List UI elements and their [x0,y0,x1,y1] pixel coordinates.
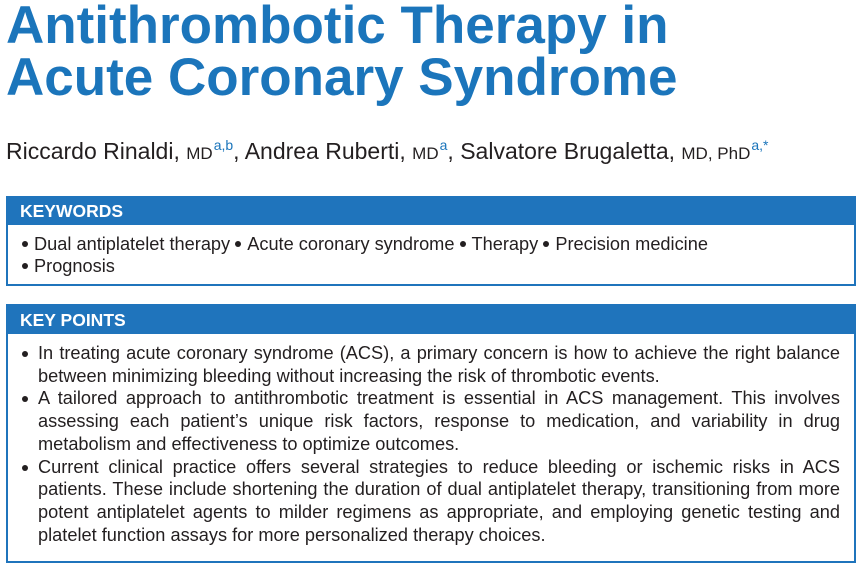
key-points-box [6,304,856,563]
key-point-text: Current clinical practice offers several strategies to reduce bleeding or ischemic risks in ACS patients. These include shortening the duration of dual antiplatelet therapy, transitioning from more potent antiplatelet agents to milder regimens as appropriate, and employing genetic testing and platelet function assays for more personalized therapy choices. [38,456,840,545]
keyword-item [543,234,708,254]
author-degree: MD [186,144,213,163]
bullet-icon [22,263,28,269]
author-affiliation: a,b [213,137,234,153]
key-points-heading: KEY POINTS [8,306,854,334]
article-title-line-1: Antithrombotic Therapy in [6,0,669,55]
bullet-icon [543,241,549,247]
key-point-text: In treating acute coronary syndrome (ACS), a primary concern is how to achieve the right balance between minimizing bleeding without increasing the risk of thrombotic events. [38,343,840,386]
author-degree: MD, PhD [681,144,751,163]
author-list [6,136,768,169]
bullet-icon [22,396,28,402]
keyword-text: Precision medicine [555,234,708,254]
bullet-icon [22,351,28,357]
keyword-text: Dual antiplatelet therapy [34,234,231,254]
author-name: Riccardo Rinaldi, [6,138,180,164]
author [460,138,768,164]
author-separator: , [233,138,240,164]
keyword-item [460,234,539,254]
bullet-icon [22,465,28,471]
key-point-item [22,342,840,387]
bullet-icon [22,241,28,247]
keyword-item [22,256,115,276]
bullet-icon [460,241,466,247]
author-degree: MD [412,144,439,163]
author [245,138,454,164]
keyword-text: Acute coronary syndrome [247,234,455,254]
key-point-item [22,456,840,547]
keyword-text: Prognosis [34,256,115,276]
key-points-list [8,334,854,546]
keyword-text: Therapy [471,234,539,254]
author [6,138,240,164]
keywords-heading: KEYWORDS [8,198,854,225]
keyword-item [22,234,230,254]
author-affiliation: a [439,137,448,153]
bullet-icon [235,241,241,247]
key-point-text: A tailored approach to antithrombotic treatment is essential in ACS management. This involves assessing each patient’s unique risk factors, response to medication, and variability in drug metabolism and effectiveness to optimize outcomes. [38,388,840,454]
author-name: Salvatore Brugaletta, [460,138,675,164]
keywords-list [8,225,776,277]
article-title-line-2: Acute Coronary Syndrome [6,48,678,107]
keyword-item [235,234,454,254]
keywords-box [6,196,856,286]
key-point-item [22,387,840,455]
author-name: Andrea Ruberti, [244,138,406,164]
article-title [6,0,678,107]
author-affiliation: a,* [751,137,769,153]
author-separator: , [447,138,454,164]
